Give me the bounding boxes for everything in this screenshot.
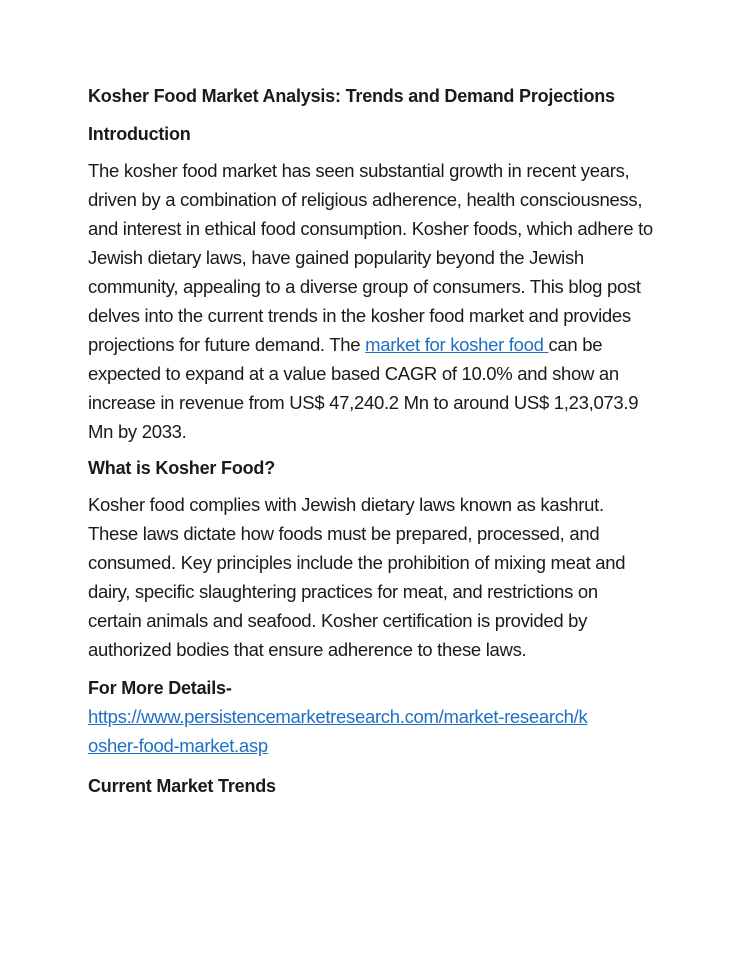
- current-market-trends-heading: Current Market Trends: [88, 776, 276, 796]
- intro-text-after-link: can be expected to expand at a value based CAGR of 10.0% and show an increase in revenue from US$ 47,240.2 Mn to around US$ 1,23,073.9 Mn by 2033.: [88, 334, 639, 442]
- more-details-block: [88, 674, 654, 760]
- what-is-kosher-heading: What is Kosher Food?: [88, 458, 275, 478]
- details-url-link[interactable]: https://www.persistencemarketresearch.com/market-research/kosher-food-market.asp: [88, 706, 588, 756]
- document-title: Kosher Food Market Analysis: Trends and Demand Projections: [88, 86, 615, 106]
- what-is-kosher-paragraph: Kosher food complies with Jewish dietary laws known as kashrut. These laws dictate how foods must be prepared, processed, and consumed. Key principles include the prohibition of mixing meat and dairy, specific slaughtering practices for meat, and restrictions on certain animals and seafood. Kosher certification is provided by authorized bodies that ensure adherence to these laws.: [88, 494, 626, 660]
- introduction-heading: Introduction: [88, 124, 191, 144]
- market-for-kosher-food-link[interactable]: market for kosher food: [365, 334, 549, 355]
- more-details-label: For More Details-: [88, 678, 232, 698]
- document-page: [88, 84, 654, 808]
- introduction-paragraph: [88, 156, 654, 446]
- intro-text-before-link: The kosher food market has seen substantial growth in recent years, driven by a combination of religious adherence, health consciousness, and interest in ethical food consumption. Kosher foods, which adhere to Jewish dietary laws, have gained popularity beyond the Jewish community, appealing to a diverse group of consumers. This blog post delves into the current trends in the kosher food market and provides projections for future demand. The: [88, 160, 653, 355]
